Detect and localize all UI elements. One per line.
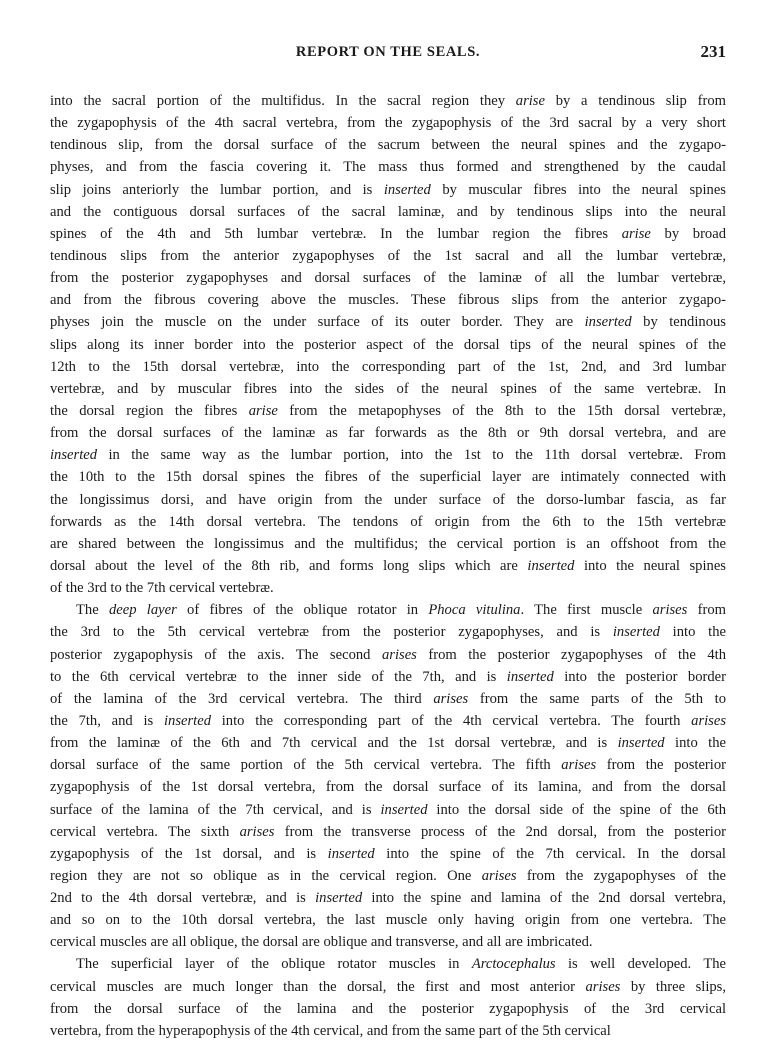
- text-line: from the dorsal surfaces of the laminæ as far forwards as the 8th or 9th dorsal vertebra, and are: [50, 425, 726, 442]
- text-line: surface of the lamina of the 7th cervical, and is inserted into the dorsal side of the spine of the 6th: [50, 801, 726, 818]
- text-line: tendinous slip, from the dorsal surface of the sacrum between the neural spines and the zygapo-: [50, 137, 726, 154]
- text-line: the 7th, and is inserted into the corresponding part of the 4th cervical vertebra. The fourth arises: [50, 712, 726, 729]
- text-line: spines of the 4th and 5th lumbar vertebræ. In the lumbar region the fibres arise by broad: [50, 225, 726, 242]
- text-line: the 10th to the 15th dorsal spines the fibres of the superficial layer are intimately connected with: [50, 469, 726, 486]
- text-line: tendinous slips from the anterior zygapophyses of the 1st sacral and all the lumbar vertebræ,: [50, 247, 726, 264]
- text-line: the longissimus dorsi, and have origin from the under surface of the dorso-lumbar fascia, as far: [50, 491, 726, 508]
- text-line: from the posterior zygapophyses and dorsal surfaces of the laminæ of all the lumbar vertebræ,: [50, 270, 726, 287]
- text-line: dorsal about the level of the 8th rib, and forms long slips which are inserted into the neural spines: [50, 557, 726, 574]
- text-line: of the lamina of the 3rd cervical vertebra. The third arises from the same parts of the 5th to: [50, 690, 726, 707]
- text-line: cervical muscles are all oblique, the dorsal are oblique and transverse, and all are imbricated.: [50, 934, 593, 951]
- text-line: vertebra, from the hyperapophysis of the 4th cervical, and from the same part of the 5th cervical: [50, 1022, 611, 1039]
- text-line: the dorsal region the fibres arise from the metapophyses of the 8th to the 15th dorsal vertebræ,: [50, 402, 726, 419]
- text-line: the 3rd to the 5th cervical vertebræ from the posterior zygapophyses, and is inserted into the: [50, 624, 726, 641]
- text-line: and from the fibrous covering above the muscles. These fibrous slips from the anterior zygapo-: [50, 292, 726, 309]
- text-line: slip joins anteriorly the lumbar portion, and is inserted by muscular fibres into the neural spines: [50, 181, 726, 198]
- text-line: physes, and from the fascia covering it. The mass thus formed and strengthened by the caudal: [50, 159, 726, 176]
- text-line: zygapophysis of the 1st dorsal vertebra, from the dorsal surface of its lamina, and from the dorsal: [50, 779, 726, 796]
- body-text: [50, 90, 726, 1042]
- text-line: from the laminæ of the 6th and 7th cervical and the 1st dorsal vertebræ, and is inserted into the: [50, 735, 726, 752]
- text-line: 2nd to the 4th dorsal vertebræ, and is inserted into the spine and lamina of the 2nd dorsal vertebra,: [50, 890, 726, 907]
- text-line: zygapophysis of the 1st dorsal, and is inserted into the spine of the 7th cervical. In the dorsal: [50, 845, 726, 862]
- text-line: slips along its inner border into the posterior aspect of the dorsal tips of the neural spines of the: [50, 336, 726, 353]
- text-line: to the 6th cervical vertebræ to the inner side of the 7th, and is inserted into the posterior border: [50, 668, 726, 685]
- running-head: REPORT ON THE SEALS.: [295, 44, 481, 60]
- page-header: [50, 44, 726, 68]
- text-line: cervical vertebra. The sixth arises from the transverse process of the 2nd dorsal, from the posterior: [50, 823, 726, 840]
- text-line: physes join the muscle on the under surface of its outer border. They are inserted by tendinous: [50, 314, 726, 331]
- text-line: The superficial layer of the oblique rotator muscles in Arctocephalus is well developed. The: [76, 956, 726, 973]
- text-line: and so on to the 10th dorsal vertebra, the last muscle only having origin from one vertebra. The: [50, 912, 726, 929]
- text-line: 12th to the 15th dorsal vertebræ, into the corresponding part of the 1st, 2nd, and 3rd lumbar: [50, 358, 726, 375]
- text-line: region they are not so oblique as in the cervical region. One arises from the zygapophyses of the: [50, 867, 726, 884]
- text-line: from the dorsal surface of the lamina and the posterior zygapophysis of the 3rd cervical: [50, 1000, 726, 1017]
- text-line: cervical muscles are much longer than the dorsal, the first and most anterior arises by three slips,: [50, 978, 726, 995]
- text-line: vertebræ, and by muscular fibres into the sides of the neural spines of the same vertebræ. In: [50, 380, 726, 397]
- text-line: posterior zygapophysis of the axis. The second arises from the posterior zygapophyses of the 4th: [50, 646, 726, 663]
- text-line: dorsal surface of the same portion of the 5th cervical vertebra. The fifth arises from the posterior: [50, 757, 726, 774]
- text-line: of the 3rd to the 7th cervical vertebræ.: [50, 580, 274, 597]
- page-number: 231: [700, 42, 726, 61]
- text-line: inserted in the same way as the lumbar portion, into the 1st to the 11th dorsal vertebræ. From: [50, 447, 726, 464]
- text-line: forwards as the 14th dorsal vertebra. The tendons of origin from the 6th to the 15th vertebræ: [50, 513, 726, 530]
- text-line: the zygapophysis of the 4th sacral vertebra, from the zygapophysis of the 3rd sacral by a very short: [50, 115, 726, 132]
- text-line: and the contiguous dorsal surfaces of the sacral laminæ, and by tendinous slips into the neural: [50, 203, 726, 220]
- text-line: are shared between the longissimus and the multifidus; the cervical portion is an offshoot from the: [50, 535, 726, 552]
- text-line: into the sacral portion of the multifidus. In the sacral region they arise by a tendinous slip from: [50, 93, 726, 109]
- text-line: The deep layer of fibres of the oblique rotator in Phoca vitulina. The first muscle arises from: [76, 602, 726, 619]
